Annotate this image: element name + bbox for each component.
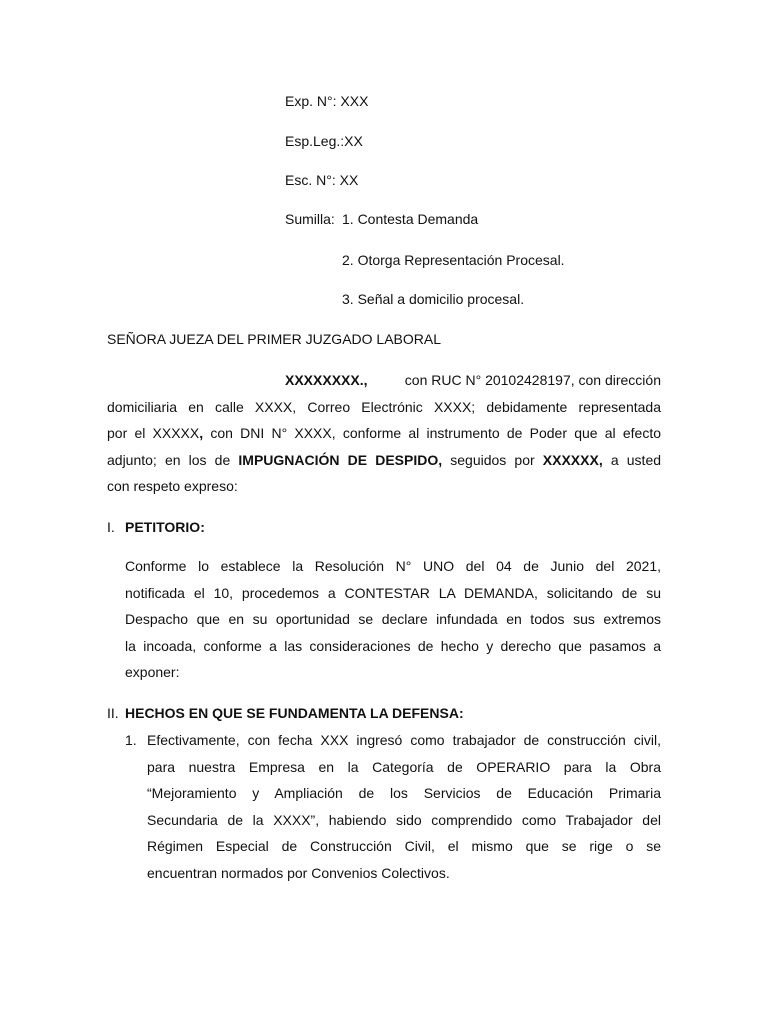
section-1-line: exponer:	[125, 664, 180, 680]
intro-line-3-a: por el XXXXX	[107, 425, 200, 441]
section-1-number: I.	[107, 519, 115, 535]
intro-line-3-b: con DNI N° XXXX, conforme al instrumento de Poder que al efecto	[210, 425, 661, 441]
escrito-number: Esc. N°: XX	[285, 172, 359, 188]
intro-line-4-c: a usted	[610, 452, 662, 468]
item-1-line: encuentran normados por Convenios Colectivos.	[147, 864, 450, 881]
intro-line-4	[107, 451, 661, 469]
sumilla-item-1: 1. Contesta Demanda	[342, 211, 479, 227]
section-1-title-text: PETITORIO:	[125, 519, 205, 535]
sumilla-item-2: 2. Otorga Representación Procesal.	[342, 252, 565, 268]
section-2-title	[125, 704, 464, 722]
section-1-paragraph	[125, 557, 661, 690]
item-1-line: Secundaria de la XXXX”, habiendo sido comprendido como Trabajador del	[147, 811, 661, 828]
sumilla-item-3: 3. Señal a domicilio procesal.	[342, 291, 525, 307]
intro-line-2: domiciliaria en calle XXXX, Correo Electrónic XXXX; debidamente representada	[107, 399, 661, 415]
section-2-title-text: HECHOS EN QUE SE FUNDAMENTA LA DEFENSA:	[125, 705, 464, 721]
sumilla-label: Sumilla:	[285, 211, 335, 227]
item-1-line: para nuestra Empresa en la Categoría de OPERARIO para la Obra	[147, 758, 661, 775]
item-1-line: “Mejoramiento y Ampliación de los Servicios de Educación Primaria	[147, 785, 661, 801]
item-1-paragraph	[147, 731, 661, 890]
section-2-number: II.	[107, 705, 119, 721]
section-1-line: Conforme lo establece la Resolución N° UNO del 04 de Junio del 2021,	[125, 558, 661, 574]
intro-line-1-text: con RUC N° 20102428197, con dirección	[404, 372, 661, 388]
item-1-line: Régimen Especial de Construcción Civil, el mismo que se rige o se	[147, 838, 661, 854]
company-name: XXXXXXXX.,	[285, 372, 368, 388]
intro-line-5: con respeto expreso:	[107, 478, 238, 494]
addressee: SEÑORA JUEZA DEL PRIMER JUZGADO LABORAL	[107, 331, 442, 347]
intro-line-4-a: adjunto; en los de	[107, 452, 231, 468]
item-1-line: Efectivamente, con fecha XXX ingresó como trabajador de construcción civil,	[147, 732, 661, 748]
plaintiff-name: XXXXXX,	[542, 452, 603, 468]
case-type: IMPUGNACIÓN DE DESPIDO,	[238, 452, 443, 468]
expediente-number: Exp. N°: XXX	[285, 93, 369, 109]
section-1-title	[125, 518, 205, 536]
intro-line-3-comma: ,	[199, 425, 204, 441]
especialista-legal: Esp.Leg.:XX	[285, 133, 363, 149]
section-1-line: la incoada, conforme a las consideraciones de hecho y derecho que pasamos a	[125, 637, 661, 654]
section-1-line: Despacho que en su oportunidad se declare infundada en todos sus extremos	[125, 611, 661, 627]
intro-line-4-b: seguidos por	[450, 452, 535, 468]
intro-line-3	[107, 424, 661, 442]
section-1-line: notificada el 10, procedemos a CONTESTAR LA DEMANDA, solicitando de su	[125, 584, 661, 601]
item-1-number: 1.	[125, 732, 137, 748]
intro-line-1	[285, 371, 661, 389]
